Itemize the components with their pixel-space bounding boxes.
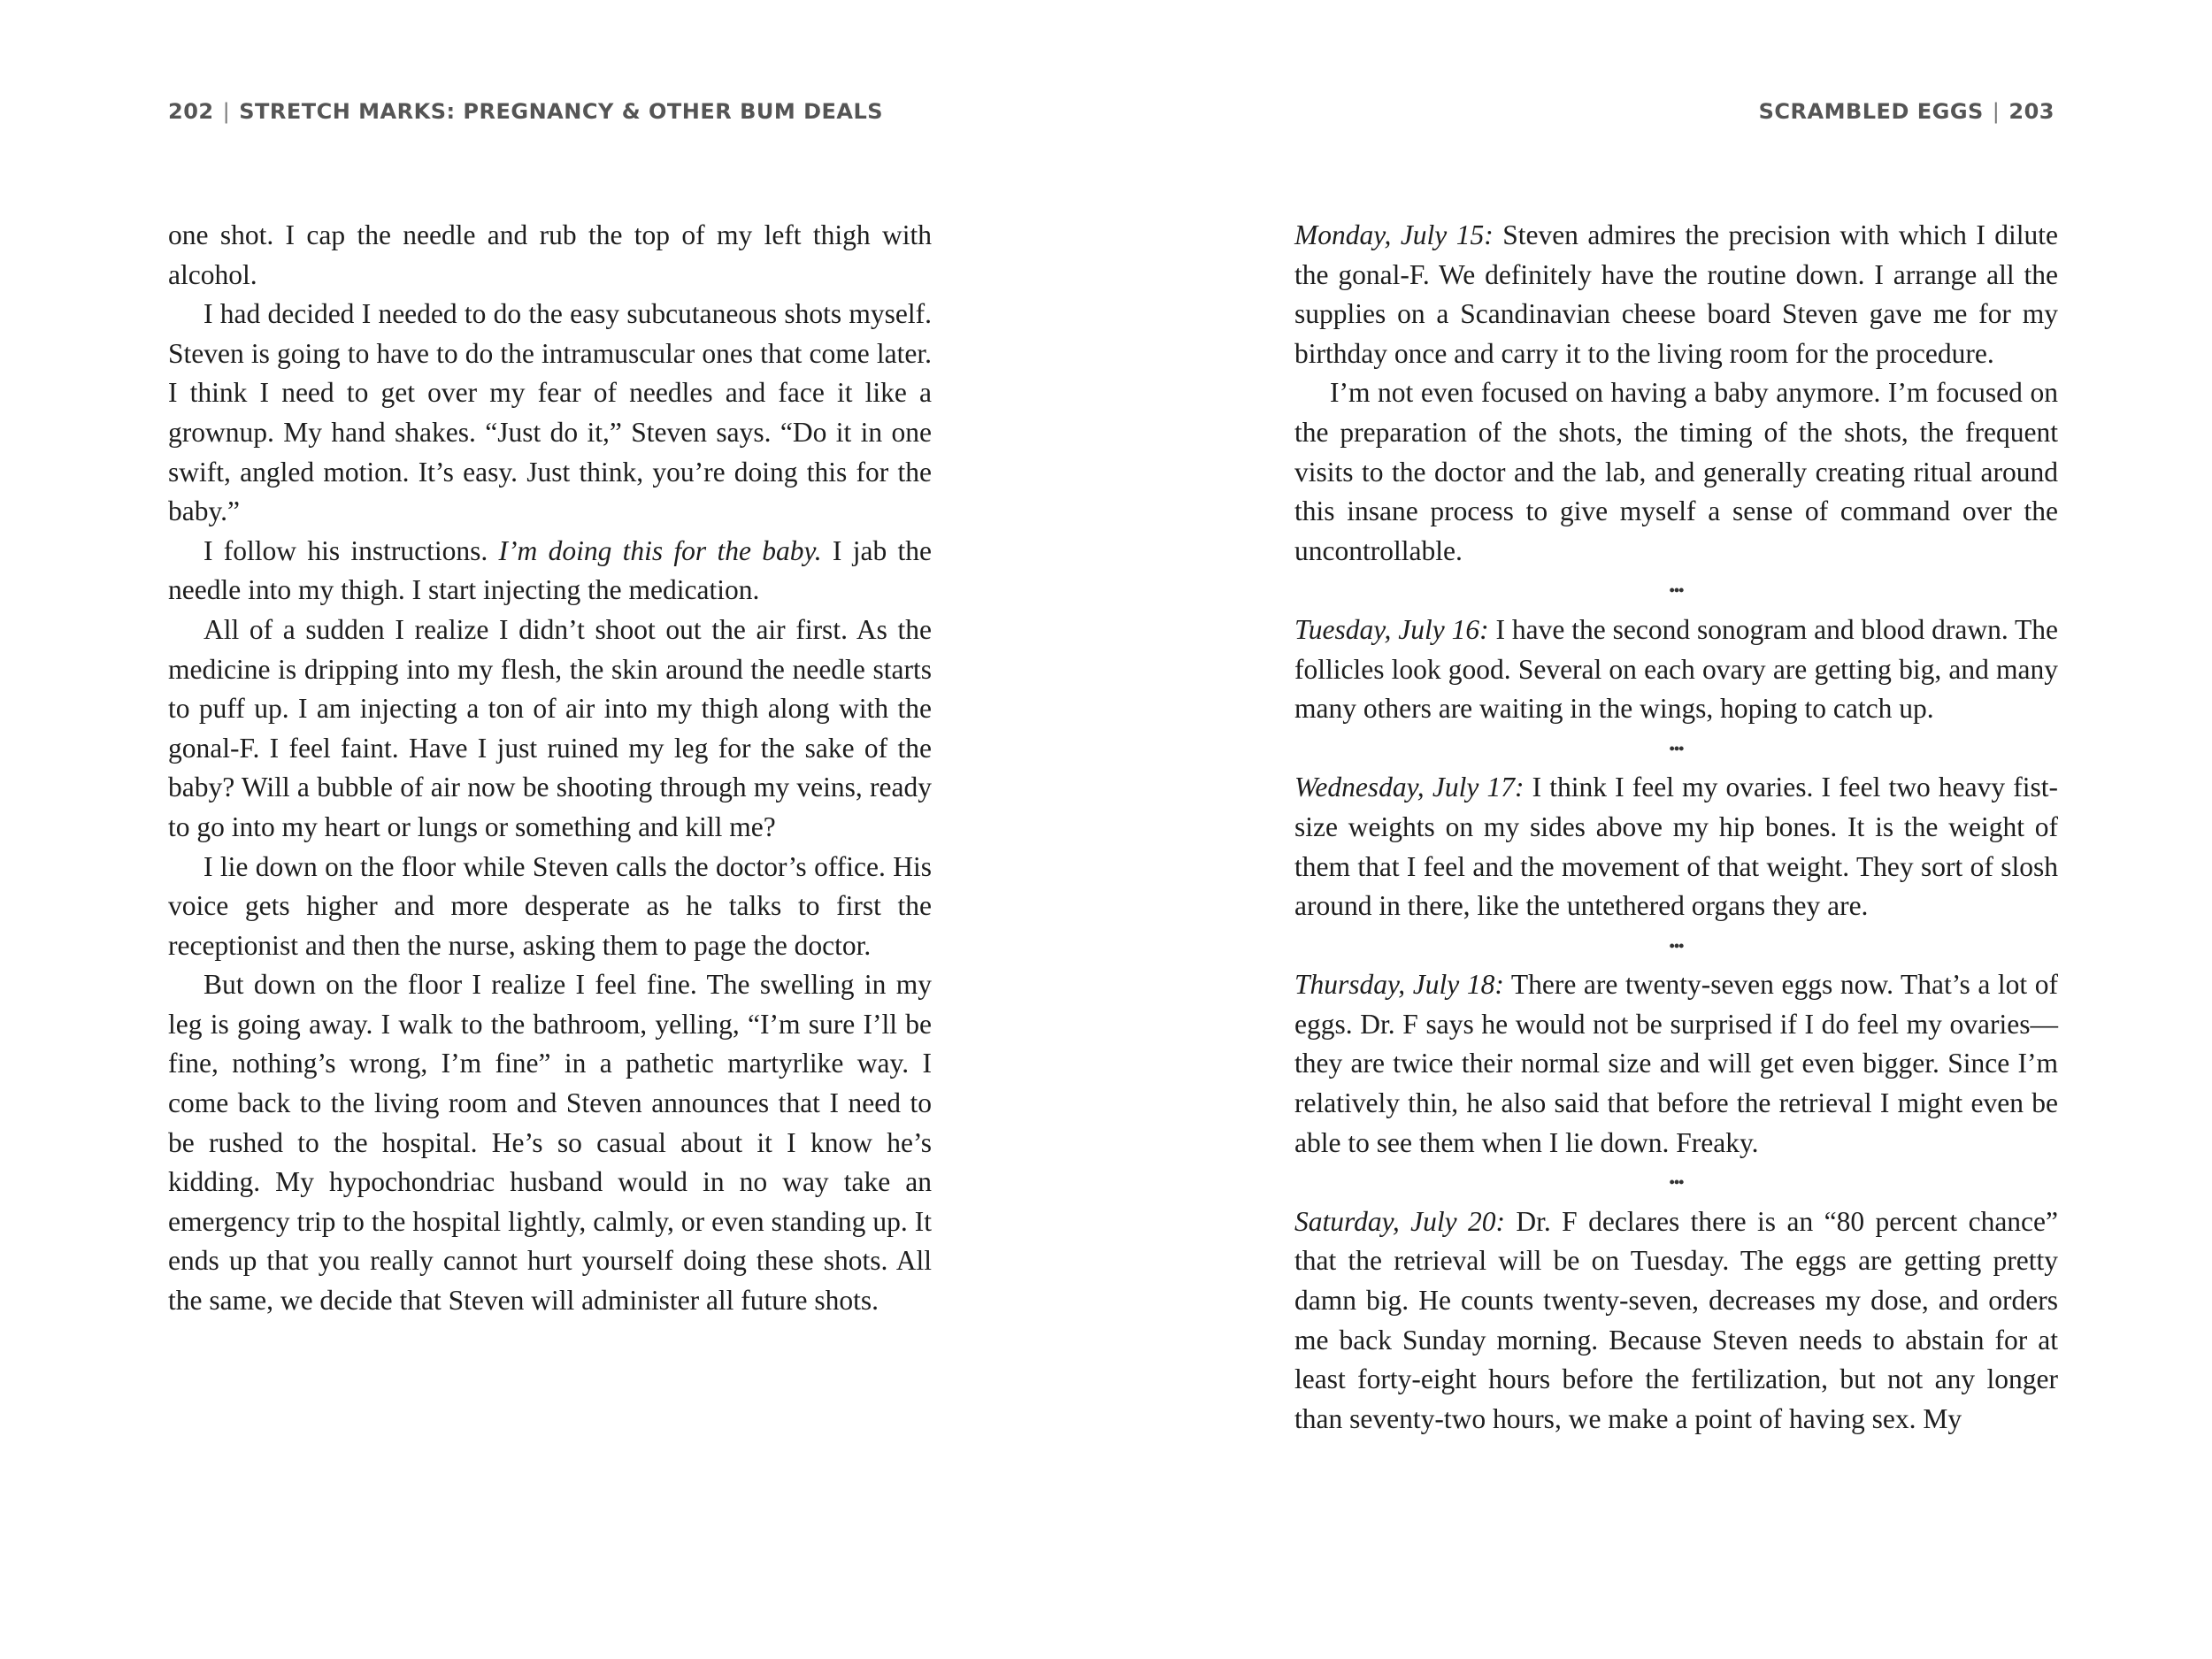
left-running-head: 202 | STRETCH MARKS: PREGNANCY & OTHER BUM DEALS: [168, 99, 884, 124]
section-divider-icon: •••: [1669, 739, 1684, 757]
paragraph: All of a sudden I realize I didn’t shoot out the air first. As the medicine is dripping into my flesh, the skin around the needle starts to puff up. I am injecting a ton of air into my thigh along with the gonal-F. I feel faint. Have I just ruined my leg for the sake of the baby? Will a bubble of air now be shooting through my veins, ready to go into my heart or lungs or something and kill me?: [168, 613, 932, 842]
section-divider-icon: •••: [1669, 936, 1684, 955]
paragraph: one shot. I cap the needle and rub the top of my left thigh with alcohol.: [168, 219, 932, 290]
paragraph: I follow his instructions. I’m doing this for the baby. I jab the needle into my thigh. I start injecting the medication.: [168, 534, 932, 606]
diary-entry: Wednesday, July 17: I think I feel my ovaries. I feel two heavy fist-size weights on my sides above my hip bones. It is the weight of them that I feel and the movement of that weight. They sort of slosh around in there, like the untethered organs they are.: [1294, 772, 2058, 922]
right-running-head: SCRAMBLED EGGS | 203: [1758, 99, 2055, 124]
right-page: [1106, 0, 2212, 1659]
paragraph: I had decided I needed to do the easy subcutaneous shots myself. Steven is going to have to do the intramuscular ones that come later. I think I need to get over my fear of needles and face it like a grownup. My hand shakes. “Just do it,” Steven says. “Do it in one swift, angled motion. It’s easy. Just think, you’re doing this for the baby.”: [168, 298, 932, 527]
right-page-number: 203: [2008, 99, 2055, 124]
right-running-title: SCRAMBLED EGGS: [1758, 99, 1984, 124]
entry-date: Thursday, July 18:: [1294, 969, 1504, 1001]
left-running-title: STRETCH MARKS: PREGNANCY & OTHER BUM DEALS: [239, 99, 884, 124]
entry-date: Saturday, July 20:: [1294, 1205, 1505, 1237]
paragraph: But down on the floor I realize I feel fine. The swelling in my leg is going away. I walk to the bathroom, yelling, “I’m sure I’ll be fine, nothing’s wrong, I’m fine” in a pathetic martyrlike way. I come back to the living room and Steven announces that I need to be rushed to the hospital. He’s so casual about it I know he’s kidding. My hypochondriac husband would in no way take an emergency trip to the hospital lightly, calmly, or even standing up. It ends up that you really cannot hurt yourself doing these shots. All the same, we decide that Steven will administer all future shots.: [168, 969, 932, 1317]
diary-entry: Thursday, July 18: There are twenty-seven eggs now. That’s a lot of eggs. Dr. F says he would not be surprised if I do feel my ovaries—they are twice their normal size and will get even bigger. Since I’m relatively thin, he also said that before the retrieval I might even be able to see them when I lie down. Freaky.: [1294, 969, 2059, 1158]
section-divider-icon: •••: [1669, 581, 1684, 600]
right-body-text: [1294, 216, 2058, 1439]
section-divider-icon: •••: [1669, 1173, 1684, 1192]
paragraph: I lie down on the floor while Steven calls the doctor’s office. His voice gets higher and more desperate as he talks to first the receptionist and then the nurse, asking them to page the doctor.: [168, 850, 932, 961]
paragraph: I’m not even focused on having a baby anymore. I’m focused on the preparation of the shots, the timing of the shots, the frequent visits to the doctor and the lab, and generally creating ritual around this insane process to give myself a sense of command over the uncontrollable.: [1294, 377, 2058, 566]
entry-date: Tuesday, July 16:: [1294, 613, 1489, 645]
left-body-text: [168, 216, 932, 1321]
left-page-number: 202: [168, 99, 214, 124]
entry-date: Wednesday, July 17:: [1294, 772, 1525, 803]
diary-entry: Tuesday, July 16: I have the second sonogram and blood drawn. The follicles look good. Several on each ovary are getting big, and many many others are waiting in the wings, hoping to catch up.: [1294, 613, 2058, 725]
diary-entry: Monday, July 15: Steven admires the precision with which I dilute the gonal-F. We definitely have the routine down. I arrange all the supplies on a Scandinavian cheese board Steven gave me for my birthday once and carry it to the living room for the procedure.: [1294, 219, 2058, 369]
italic-phrase: I’m doing this for the baby.: [498, 534, 822, 566]
entry-date: Monday, July 15:: [1294, 219, 1494, 250]
diary-entry: Saturday, July 20: Dr. F declares there is an “80 percent chance” that the retrieval will be on Tuesday. The eggs are getting pretty damn big. He counts twenty-seven, decreases my dose, and orders me back Sunday morning. Because Steven needs to abstain for at least forty-eight hours before the fertilization, but not any longer than seventy-two hours, we make a point of having sex. My: [1294, 1205, 2058, 1434]
